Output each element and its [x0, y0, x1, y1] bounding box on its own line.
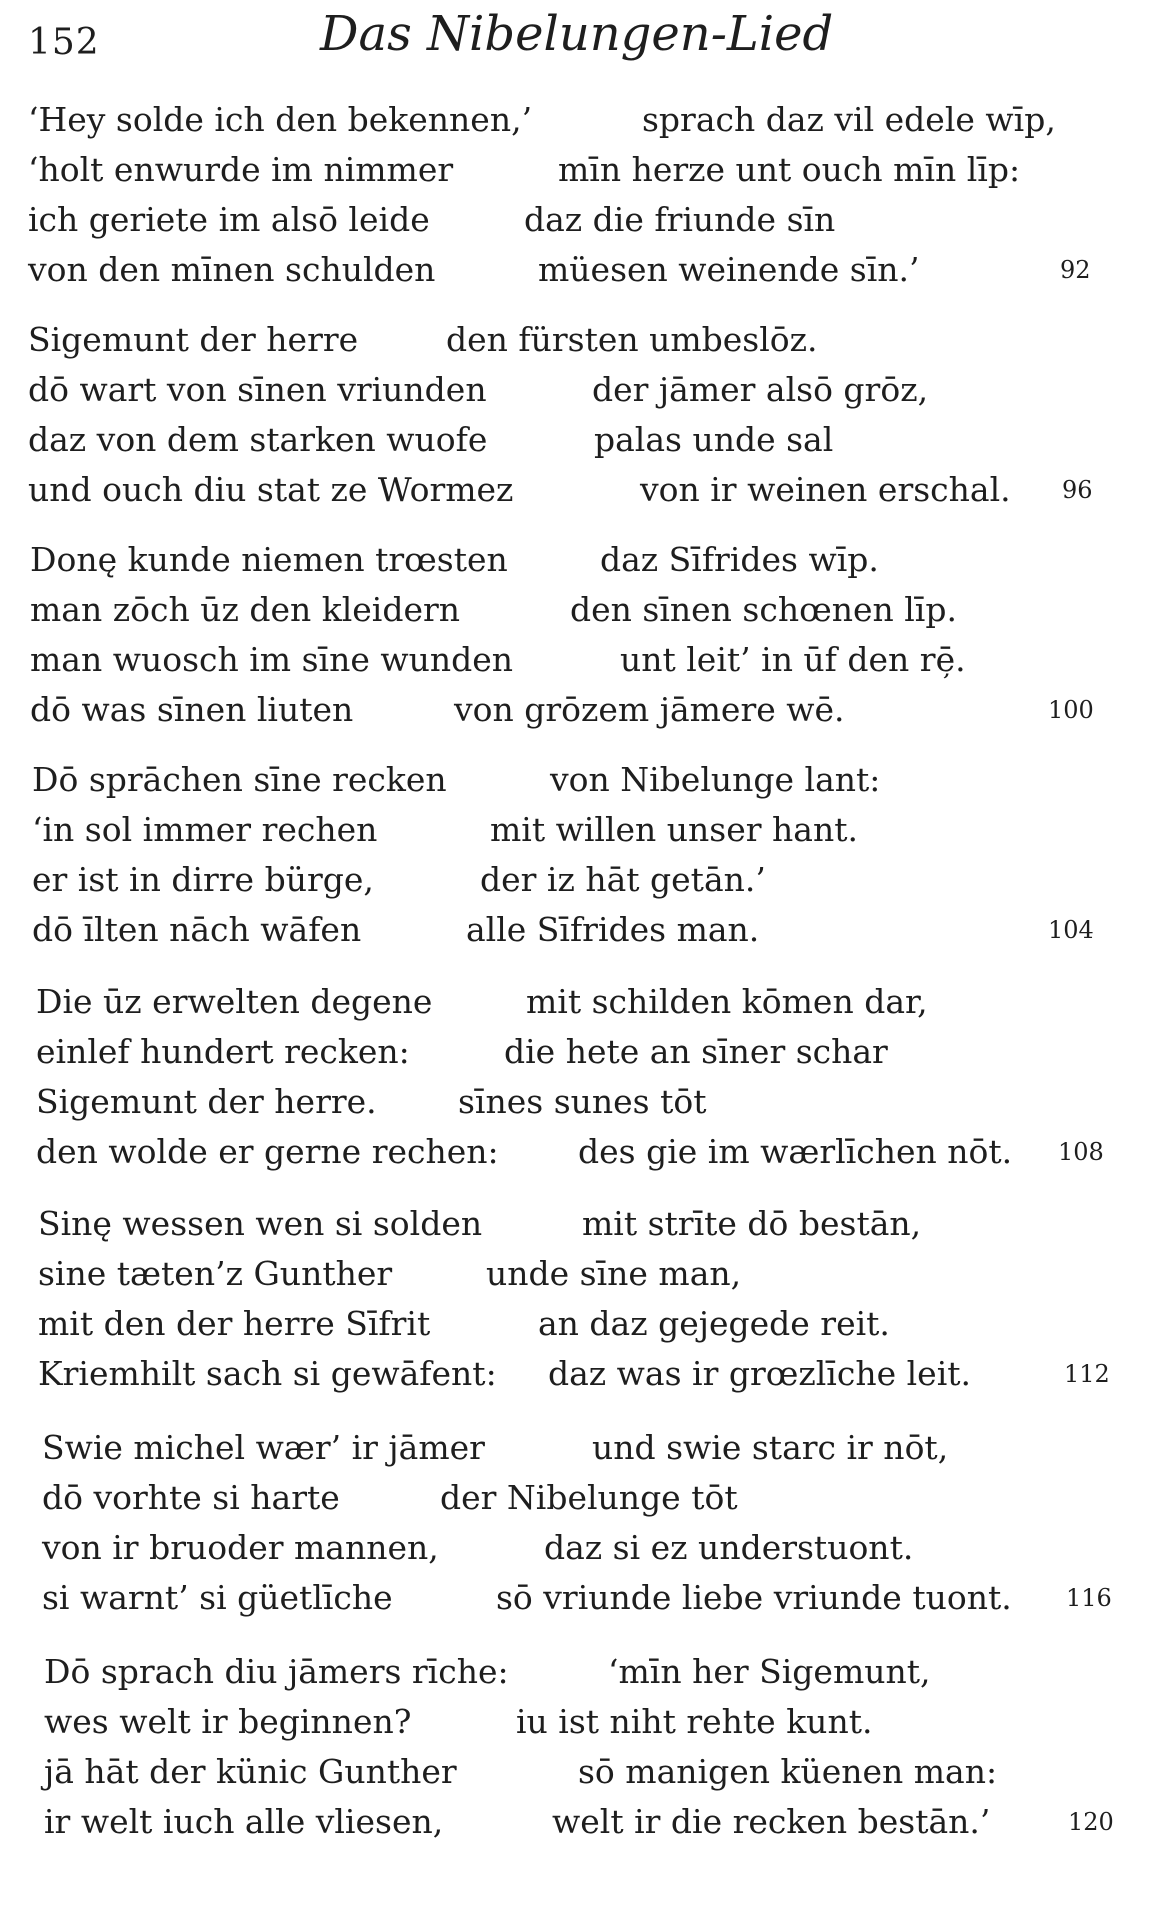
verse-first-half: den wolde er gerne rechen: [36, 1132, 499, 1171]
verse-second-half: von Nibelunge lant: [550, 760, 881, 799]
verse-line [0, 150, 1156, 200]
verse-first-half: Die ūz erwelten degene [36, 982, 433, 1021]
verse-line [0, 470, 1156, 520]
stanza [0, 100, 1156, 300]
verse-line [0, 810, 1156, 860]
verse-second-half: sō vriunde liebe vriunde tuont. [496, 1578, 1012, 1617]
verse-second-half: unde sīne man, [486, 1254, 742, 1293]
verse-line [0, 1082, 1156, 1132]
verse-second-half: welt ir die recken bestān.’ [552, 1802, 991, 1841]
verse-second-half: von grōzem jāmere wē. [454, 690, 845, 729]
verse-line [0, 1578, 1156, 1628]
verse-second-half: unt leit’ in ūf den rē̦. [620, 640, 966, 679]
verse-second-half: daz Sīfrides wīp. [600, 540, 879, 579]
verse-line [0, 320, 1156, 370]
stanza [0, 1204, 1156, 1404]
verse-line [0, 690, 1156, 740]
verse-line [0, 1354, 1156, 1404]
verse-first-half: und ouch diu stat ze Wormez [28, 470, 514, 509]
line-number: 104 [1048, 916, 1094, 944]
verse-line [0, 100, 1156, 150]
verse-first-half: si warnt’ si güetlīche [42, 1578, 393, 1617]
verse-first-half: wes welt ir beginnen? [44, 1702, 412, 1741]
verse-line [0, 1204, 1156, 1254]
verse-first-half: Sigemunt der herre [28, 320, 359, 359]
verse-second-half: mit strīte dō bestān, [582, 1204, 922, 1243]
verse-second-half: den fürsten umbeslōz. [446, 320, 818, 359]
verse-line [0, 1478, 1156, 1528]
verse-first-half: daz von dem starken wuofe [28, 420, 488, 459]
verse-second-half: des gie im wærlīchen nōt. [578, 1132, 1013, 1171]
page-number: 152 [28, 22, 100, 63]
verse-line [0, 1254, 1156, 1304]
verse-line [0, 860, 1156, 910]
verse-second-half: der jāmer alsō grōz, [592, 370, 929, 409]
verse-first-half: Donę kunde niemen trœsten [30, 540, 508, 579]
verse-second-half: daz si ez understuont. [544, 1528, 914, 1567]
verse-line [0, 982, 1156, 1032]
verse-first-half: ir welt iuch alle vliesen, [44, 1802, 444, 1841]
verse-second-half: daz die friunde sīn [524, 200, 836, 239]
stanza [0, 760, 1156, 960]
verse-first-half: von den mīnen schulden [28, 250, 436, 289]
verse-first-half: er ist in dirre bürge, [32, 860, 374, 899]
verse-first-half: dō was sīnen liuten [30, 690, 354, 729]
verse-second-half: sprach daz vil edele wīp, [642, 100, 1056, 139]
verse-second-half: palas unde sal [594, 420, 834, 459]
verse-second-half: alle Sīfrides man. [466, 910, 760, 949]
verse-second-half: von ir weinen erschal. [640, 470, 1011, 509]
verse-line [0, 1428, 1156, 1478]
verse-first-half: ‘Hey solde ich den bekennen,’ [28, 100, 533, 139]
line-number: 120 [1068, 1808, 1114, 1836]
verse-line [0, 1752, 1156, 1802]
verse-second-half: und swie starc ir nōt, [592, 1428, 949, 1467]
stanza [0, 1428, 1156, 1628]
line-number: 100 [1048, 696, 1094, 724]
stanza [0, 320, 1156, 520]
verse-line [0, 590, 1156, 640]
verse-line [0, 640, 1156, 690]
verse-first-half: man wuosch im sīne wunden [30, 640, 513, 679]
running-title: Das Nibelungen-Lied [320, 6, 834, 62]
verse-first-half: dō vorhte si harte [42, 1478, 340, 1517]
verse-first-half: Sinę wessen wen si solden [38, 1204, 483, 1243]
verse-second-half: den sīnen schœnen līp. [570, 590, 957, 629]
line-number: 108 [1058, 1138, 1104, 1166]
verse-first-half: Dō sprach diu jāmers rīche: [44, 1652, 509, 1691]
verse-line [0, 1032, 1156, 1082]
stanza [0, 540, 1156, 740]
line-number: 112 [1064, 1360, 1110, 1388]
verse-first-half: ‘in sol immer rechen [32, 810, 378, 849]
verse-second-half: ‘mīn her Sigemunt, [608, 1652, 931, 1691]
verse-first-half: jā hāt der künic Gunther [44, 1752, 457, 1791]
verse-second-half: die hete an sīner schar [504, 1032, 888, 1071]
verse-second-half: an daz gejegede reit. [538, 1304, 890, 1343]
stanza [0, 1652, 1156, 1852]
verse-second-half: iu ist niht rehte kunt. [516, 1702, 873, 1741]
verse-first-half: ich geriete im alsō leide [28, 200, 430, 239]
line-number: 96 [1062, 476, 1093, 504]
verse-second-half: sīnes sunes tōt [458, 1082, 707, 1121]
verse-first-half: von ir bruoder mannen, [42, 1528, 439, 1567]
verse-first-half: man zōch ūz den kleidern [30, 590, 461, 629]
verse-second-half: sō manigen küenen man: [578, 1752, 998, 1791]
verse-first-half: mit den der herre Sīfrit [38, 1304, 431, 1343]
verse-second-half: der iz hāt getān.’ [480, 860, 766, 899]
verse-second-half: mīn herze unt ouch mīn līp: [558, 150, 1021, 189]
verse-first-half: Sigemunt der herre. [36, 1082, 377, 1121]
verse-line [0, 1132, 1156, 1182]
verse-line [0, 760, 1156, 810]
verse-line [0, 1528, 1156, 1578]
verse-line [0, 420, 1156, 470]
verse-first-half: Swie michel wær’ ir jāmer [42, 1428, 485, 1467]
verse-second-half: mit schilden kōmen dar, [526, 982, 928, 1021]
verse-line [0, 250, 1156, 300]
verse-second-half: der Nibelunge tōt [440, 1478, 738, 1517]
verse-line [0, 910, 1156, 960]
verse-first-half: Dō sprāchen sīne recken [32, 760, 447, 799]
verse-first-half: dō wart von sīnen vriunden [28, 370, 487, 409]
verse-line [0, 1802, 1156, 1852]
line-number: 92 [1060, 256, 1091, 284]
verse-line [0, 370, 1156, 420]
verse-second-half: mit willen unser hant. [490, 810, 858, 849]
verse-first-half: ‘holt enwurde im nimmer [28, 150, 454, 189]
verse-second-half: müesen weinende sīn.’ [538, 250, 920, 289]
verse-line [0, 1652, 1156, 1702]
verse-line [0, 200, 1156, 250]
verse-first-half: Kriemhilt sach si gewāfent: [38, 1354, 497, 1393]
verse-first-half: einlef hundert recken: [36, 1032, 410, 1071]
verse-first-half: sine tæten’z Gunther [38, 1254, 393, 1293]
line-number: 116 [1066, 1584, 1112, 1612]
verse-first-half: dō īlten nāch wāfen [32, 910, 362, 949]
verse-second-half: daz was ir grœzlīche leit. [548, 1354, 972, 1393]
stanza [0, 982, 1156, 1182]
verse-line [0, 1702, 1156, 1752]
verse-line [0, 540, 1156, 590]
verse-line [0, 1304, 1156, 1354]
